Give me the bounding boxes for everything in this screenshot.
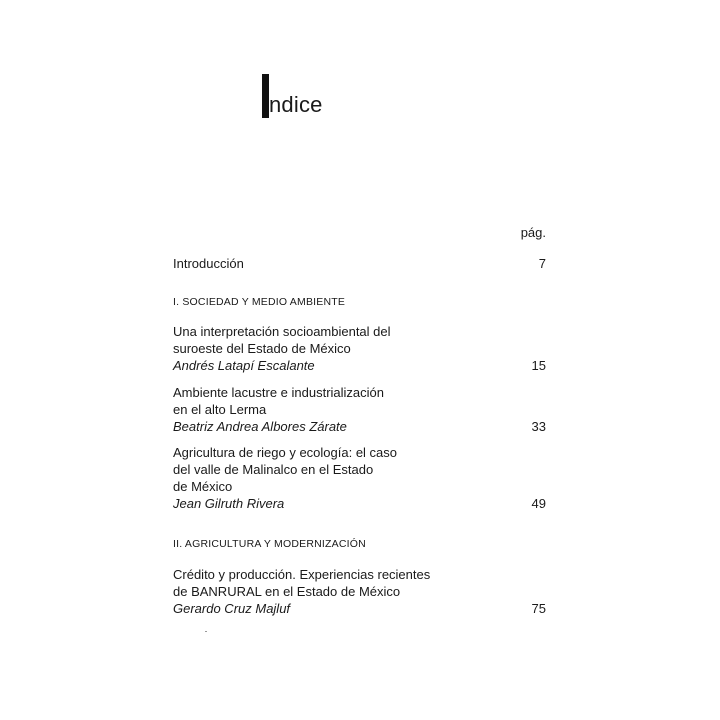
entry-title-line: de México	[173, 479, 233, 494]
entry-title-line: Agricultura de riego y ecología: el caso	[173, 445, 398, 460]
entry-page: 15	[531, 358, 546, 373]
entry-page: 33	[531, 419, 546, 434]
toc-entry[interactable]	[173, 384, 546, 435]
entry-title-line: en el alto Lerma	[173, 402, 267, 417]
entry-title-line: Crédito y producción. Experiencias recientes	[173, 567, 431, 582]
toc-entry[interactable]	[173, 444, 546, 512]
drop-cap-bar	[262, 74, 269, 118]
section-heading-2: II. AGRICULTURA Y MODERNIZACIÓN	[173, 538, 366, 550]
page-column-label: pág.	[520, 225, 546, 240]
toc-entry[interactable]	[173, 566, 546, 617]
entry-author: Andrés Latapí Escalante	[173, 358, 315, 373]
section-heading-1: I. SOCIEDAD Y MEDIO AMBIENTE	[173, 296, 346, 308]
entry-page: 75	[531, 601, 546, 616]
entry-title-line: Una interpretación socioambiental del	[173, 324, 391, 339]
entry-title-line: Ambiente lacustre e industrialización	[173, 385, 384, 400]
toc-entry-introduction[interactable]	[173, 255, 546, 272]
paper-speck	[205, 631, 207, 632]
entry-title-line: del valle de Malinalco en el Estado	[173, 462, 374, 477]
entry-author: Beatriz Andrea Albores Zárate	[173, 419, 347, 434]
entry-page: 7	[538, 256, 546, 271]
entry-title-line: de BANRURAL en el Estado de México	[173, 584, 401, 599]
entry-page: 49	[531, 496, 546, 511]
entry-title-line: suroeste del Estado de México	[173, 341, 351, 356]
entry-author: Jean Gilruth Rivera	[173, 496, 285, 511]
entry-title: Introducción	[173, 256, 244, 271]
page-title-text: ndice	[269, 92, 323, 117]
entry-author: Gerardo Cruz Majluf	[173, 601, 291, 616]
toc-entry[interactable]	[173, 323, 546, 374]
